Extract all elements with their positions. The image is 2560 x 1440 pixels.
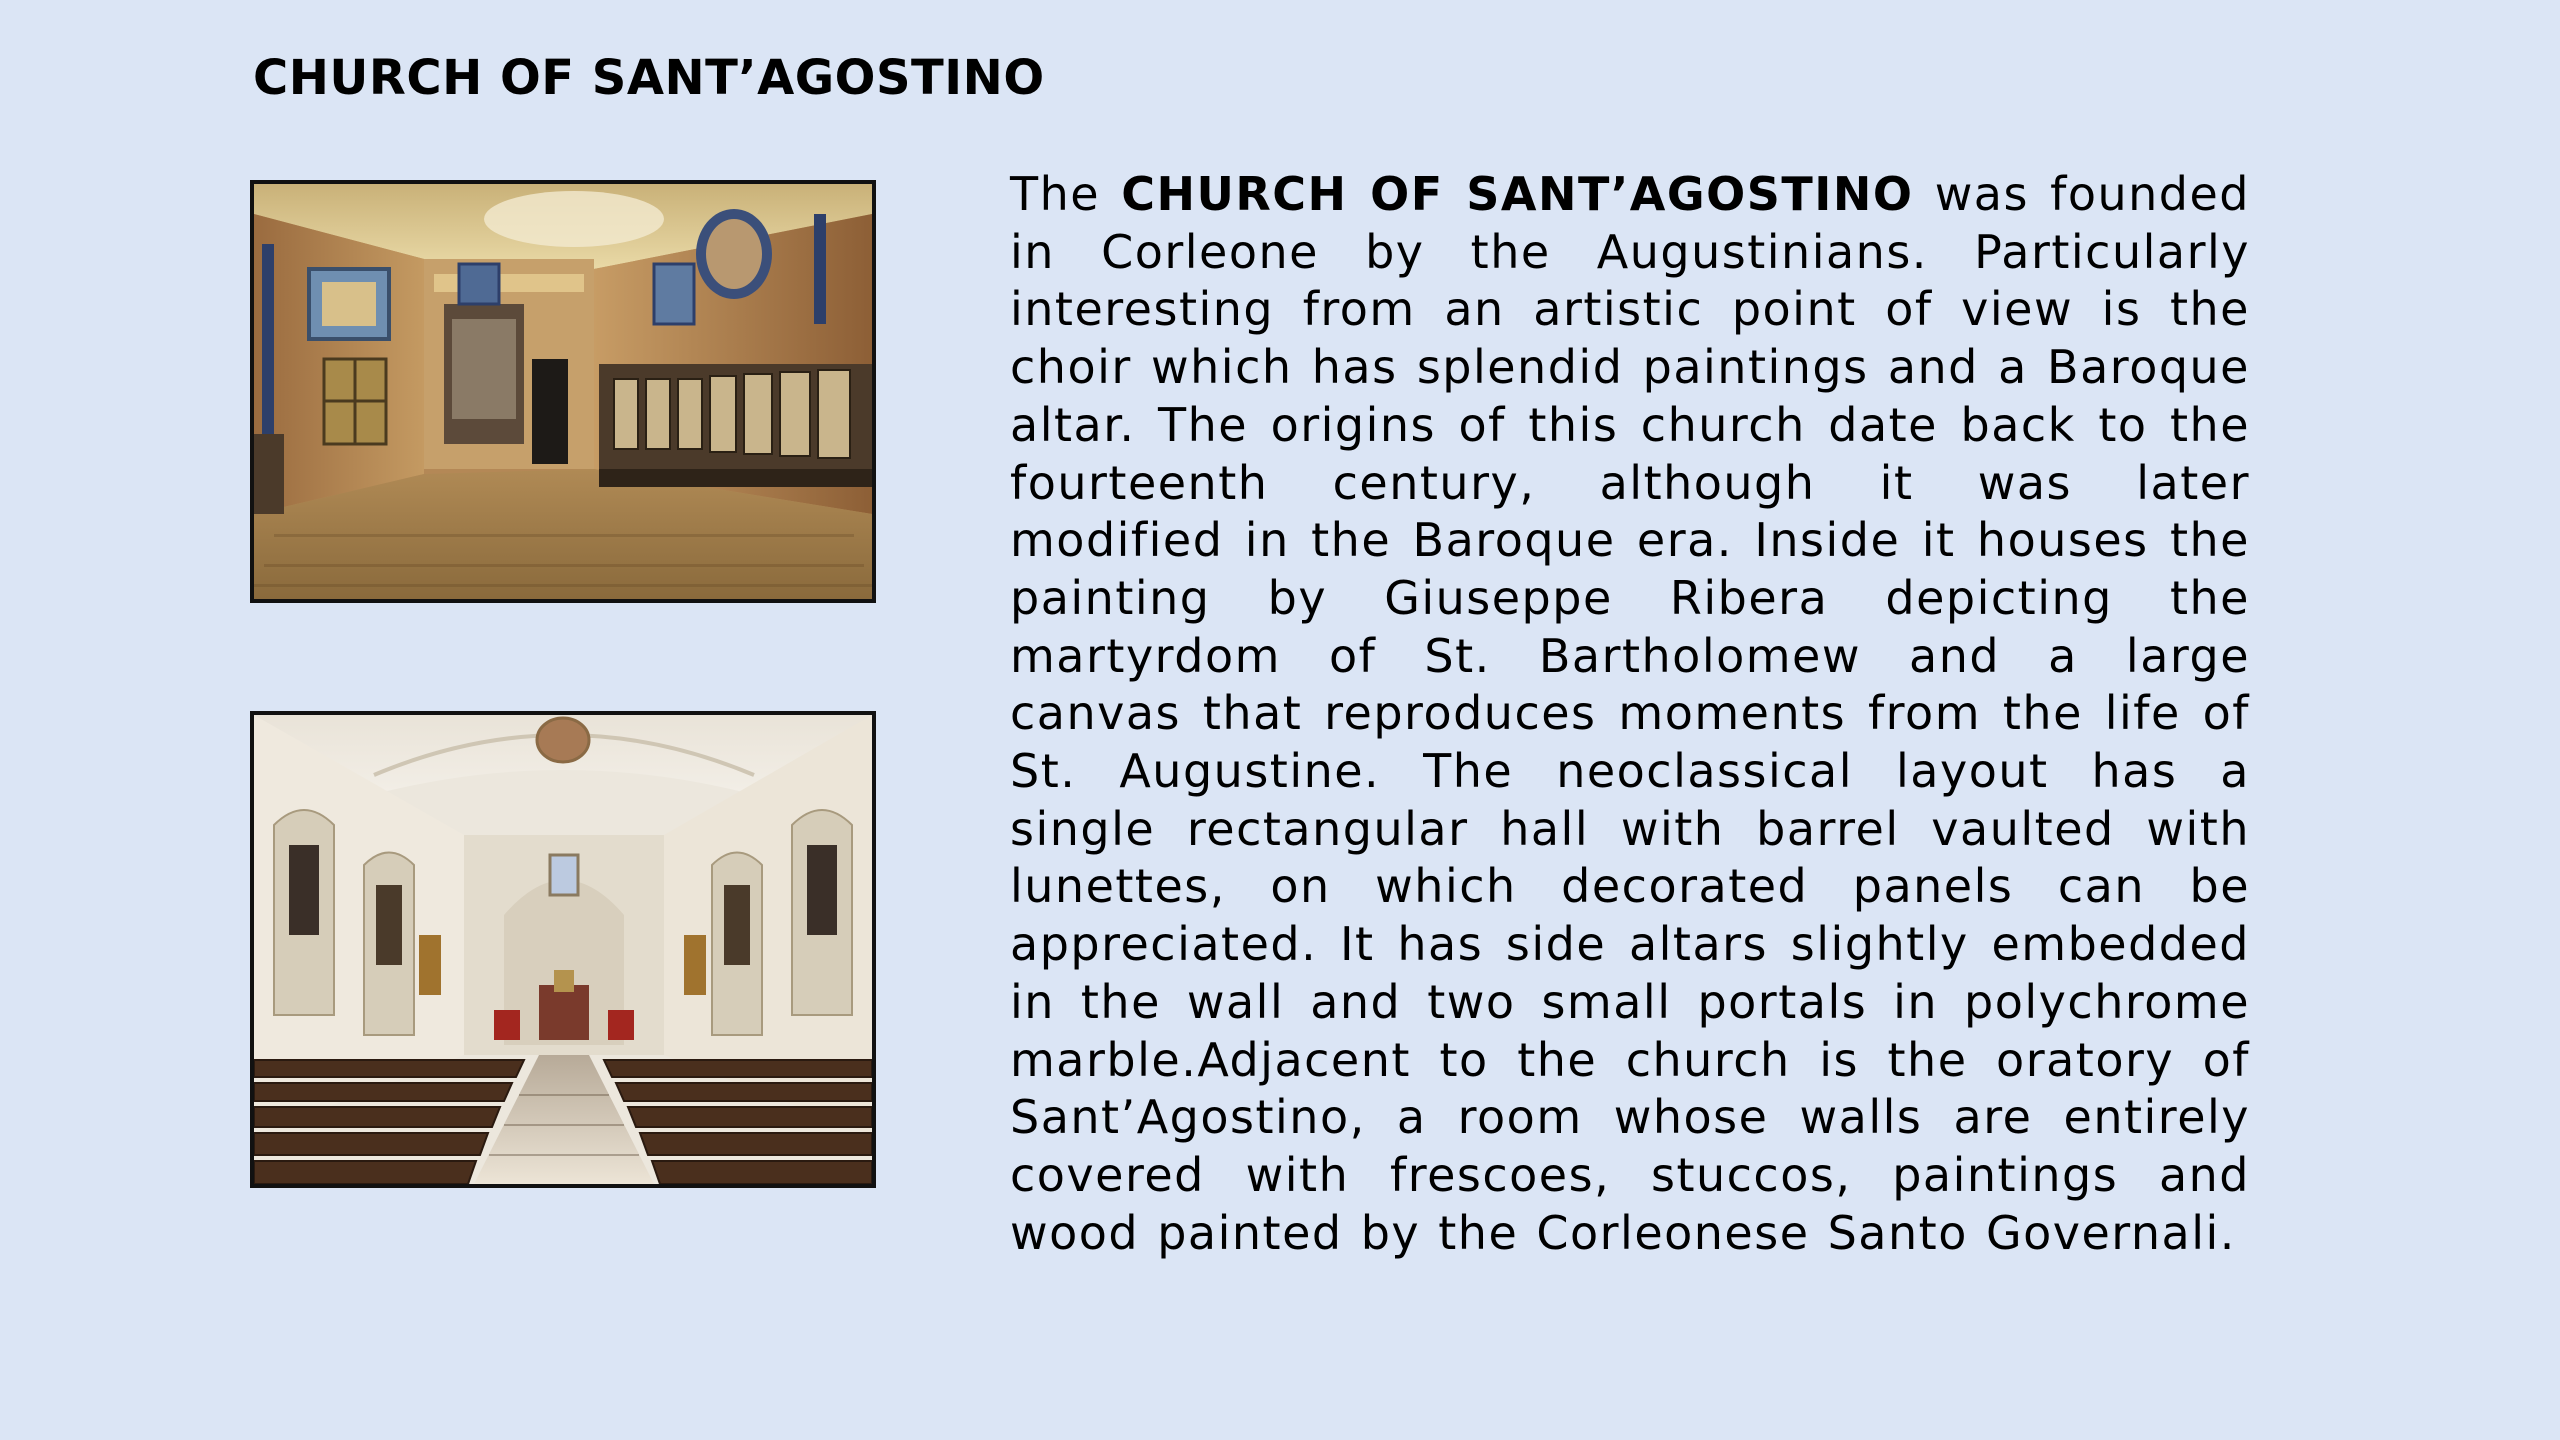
choir-interior-photo — [250, 180, 876, 603]
church-name-emphasis: CHURCH OF SANT’AGOSTINO — [1121, 167, 1914, 221]
church-nave-photo — [250, 711, 876, 1188]
description-text: was founded in Corleone by the Augustinians. Particularly interesting from an artistic point of view is the choir which has splendid paintings and a Baroque altar. The origins of this church date back to the fourteenth century, although it was later modified in the Baroque era. Inside it houses the painting by Giuseppe Ribera depicting the martyrdom of St. Bartholomew and a large canvas that reproduces moments from the life of St. Augustine. The neoclassical layout has a single rectangular hall with barrel vaulted with lunettes, on which decorated panels can be appreciated. It has side altars slightly embedded in the wall and two small portals in polychrome marble.Adjacent to the church is the oratory of Sant’Agostino, a room whose walls are entirely covered with frescoes, stuccos, paintings and wood painted by the Corleonese Santo Governali. — [1010, 167, 2250, 1260]
intro-word: The — [1010, 167, 1101, 221]
slide-title: CHURCH OF SANT’AGOSTINO — [253, 50, 1045, 106]
description-paragraph — [1010, 166, 2250, 1262]
